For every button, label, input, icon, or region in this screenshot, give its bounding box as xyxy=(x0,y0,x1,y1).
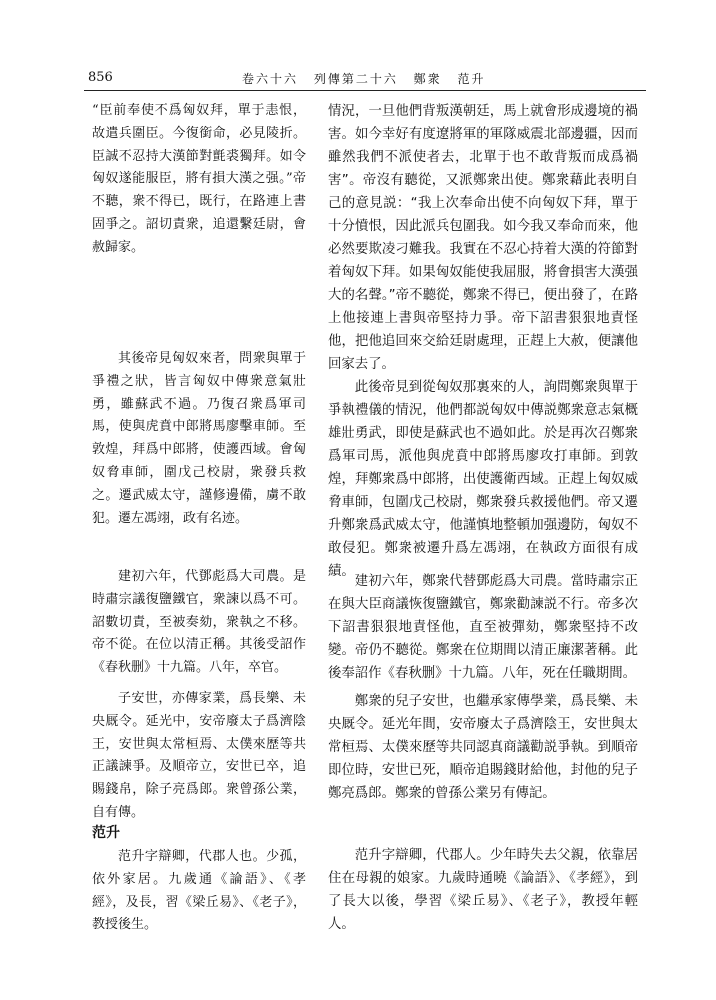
classical-text-p4: 子安世，亦傳家業，爲長樂、未央厩令。延光中，安帝廢太子爲濟陰王，安世與太常桓焉、太僕來歷等共正議諫爭。及順帝立，安世已卒，追賜錢帛，除子亮爲郎。衆曾孫公業，自有傳。 xyxy=(92,691,306,820)
section-title-fan-sheng: 范升 xyxy=(92,825,120,841)
translation-p5: 范升字辯卿，代郡人。少年時失去父親，依靠居住在母親的娘家。九歲時通曉《論語》、《孝經》，到了長大以後，學習《梁丘易》、《老子》，教授年輕人。 xyxy=(328,848,638,932)
translation-p2: 此後帝見到從匈奴那裏來的人，詢問鄭衆與單于爭執禮儀的情況，他們都説匈奴中傳説鄭衆意志氣概雄壯勇武，即使是蘇武也不過如此。於是再次召鄭衆爲軍司馬，派他與虎賁中郎將馬廖攻打車師。到敦煌，拜鄭衆爲中郎將，出使護衛西域。正趕上匈奴威脅車師，包圍戊己校尉，鄭衆發兵救援他們。帝又遷升鄭衆爲武威太守，他謹慎地整頓加强邊防，匈奴不敢侵犯。鄭衆被遷升爲左馮翊，在執政方面很有成績。 xyxy=(328,380,638,579)
translation-p1: 情況，一旦他們背叛漢朝廷，馬上就會形成邊境的禍害。如今幸好有度遼將軍的軍隊威震北部邊疆，因而雖然我們不派使者去，北單于也不敢背叛而成爲禍害”。帝沒有聽從，又派鄭衆出使。鄭衆藉此表明自己的意見説：“我上次奉命出使不向匈奴下拜，單于十分憤恨，因此派兵包圍我。如今我又奉命而來，他必然要欺凌刁難我。我實在不忍心持着大漢的符節對着匈奴下拜。如果匈奴能使我屈服，將會損害大漢强大的名聲。”帝不聽從，鄭衆不得已，便出發了，在路上他接連上書與帝堅持力爭。帝下詔書狠狠地責怪他，把他追回來交給廷尉處理，正趕上大赦，便讓他回家去了。 xyxy=(328,104,638,372)
page-number: 856 xyxy=(88,70,113,85)
translation-p3: 建初六年，鄭衆代替鄧彪爲大司農。當時肅宗正在與大臣商議恢復鹽鐵官，鄭衆勸諫説不行。帝多次下詔書狠狠地責怪他，直至被彈劾，鄭衆堅持不改變。帝仍不聽從。鄭衆在位期間以清正廉潔著稱。此後奉詔作《春秋删》十九篇。八年，死在任職期間。 xyxy=(328,574,638,681)
translation-p4: 鄭衆的兒子安世，也繼承家傳學業，爲長樂、未央厩令。延光年間，安帝廢太子爲濟陰王，安世與太常桓焉、太僕來歷等共同認真商議勸説爭執。到順帝即位時，安世已死，順帝追賜錢財給他，封他的兒子鄭亮爲郎。鄭衆的曾孫公業另有傳記。 xyxy=(328,694,638,801)
header-rule xyxy=(84,90,646,91)
classical-text-p2: 其後帝見匈奴來者，問衆與單于爭禮之狀，皆言匈奴中傳衆意氣壯勇，雖蘇武不過。乃復召衆爲軍司馬，使與虎賁中郎將馬廖擊車師。至敦煌，拜爲中郎將，使護西域。會匈奴脅車師，圍戊己校尉，衆發兵救之。遷武威太守，謹修邊備，虜不敢犯。遷左馮翊，政有名迹。 xyxy=(92,351,306,526)
classical-text-p1: “臣前奉使不爲匈奴拜，單于恚恨，故遣兵圍臣。今復銜命，必見陵折。臣誠不忍持大漢節對氈裘獨拜。如令匈奴遂能服臣，將有損大漢之强。”帝不聽，衆不得已，既行，在路連上書固爭之。詔切責衆，追還繫廷尉，會赦歸家。 xyxy=(92,103,306,255)
classical-text-p5: 范升字辯卿，代郡人也。少孤，依外家居。九歲通《論語》、《孝經》，及長，習《梁丘易》、《老子》，教授後生。 xyxy=(92,849,306,933)
classical-text-p3: 建初六年，代鄧彪爲大司農。是時肅宗議復鹽鐵官，衆諫以爲不可。詔數切責，至被奏劾，衆執之不移。帝不從。在位以清正稱。其後受詔作《春秋删》十九篇。八年，卒官。 xyxy=(92,569,306,676)
running-header: 卷六十六 列傳第二十六 鄭衆 范升 xyxy=(242,72,486,86)
